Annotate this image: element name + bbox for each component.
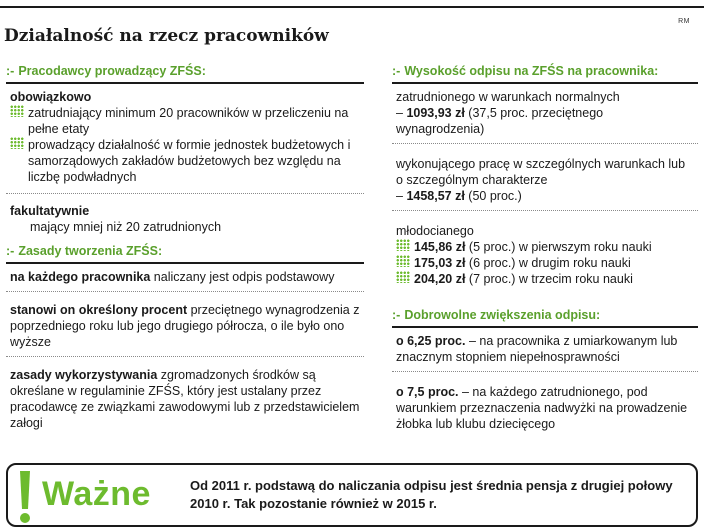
rule-item: zasady wykorzystywania zgromadzonych środków są określane w regulaminie ZFŚS, który jest ustalany przez pracodawcę ze związkami zawodowymi lub z przedstawicielem załogi [10,368,360,430]
employers-section [6,62,364,241]
list-item: 175,03 zł (6 proc.) w drugim roku nauki [396,255,694,271]
dotted-square-bullet-icon [396,271,410,283]
rule-item: stanowi on określony procent przeciętnego wynagrodzenia z poprzedniego roku lub jego drugiego półrocza, o ile było ono wyższe [6,292,364,357]
list-item: zatrudniający minimum 20 pracowników w przeliczeniu na pełne etaty [10,105,360,137]
mandatory-block [6,84,364,194]
voluntary-item: o 7,5 proc. – na każdego zatrudnionego, pod warunkiem przeznaczenia nadwyżki na prowadzenie żłobka lub klubu dziecięcego [396,385,688,431]
list-item: 204,20 zł (7 proc.) w trzecim roku nauki [396,271,694,287]
amount-section-title: :- Wysokość odpisu na ZFŚS na pracownika: [392,62,698,84]
notice-label: Ważne [42,475,151,513]
rule-item: na każdego pracownika naliczany jest odpis podstawowy [6,264,364,292]
rules-section [6,242,364,437]
dotted-square-bullet-icon [396,239,410,251]
dotted-square-bullet-icon [10,137,24,149]
dotted-square-bullet-icon [10,105,24,117]
notice-text: Od 2011 r. podstawą do naliczania odpisu jest średnia pensja z drugiej połowy 2010 r. Tak pozostanie również w 2015 r. [190,478,673,511]
dotted-square-bullet-icon [396,255,410,267]
voluntary-section-title: :- Dobrowolne zwiększenia odpisu: [392,306,698,328]
section-bullet-icon: :- [6,244,15,258]
exclamation-icon [18,469,32,525]
optional-text: mający mniej niż 20 zatrudnionych [30,220,222,234]
section-bullet-icon: :- [6,64,15,78]
section-bullet-icon: :- [392,64,401,78]
top-rule [0,6,704,8]
amount-section [392,62,698,293]
voluntary-section [392,306,698,438]
list-item: 145,86 zł (5 proc.) w pierwszym roku nauki [396,239,694,255]
voluntary-item: o 6,25 proc. – na pracownika z umiarkowanym lub znacznym stopniem niepełnosprawności [392,328,698,372]
optional-block [6,194,364,241]
employers-section-title: :- Pracodawcy prowadzący ZFŚS: [6,62,364,84]
rules-section-title: :- Zasady tworzenia ZFŚS: [6,242,364,264]
page-title: Działalność na rzecz pracowników [4,26,329,46]
amount-special: wykonującego pracę w szczególnych warunkach lub o szczególnym charakterze – 1458,57 zł (50 proc.) [392,144,698,211]
important-notice [6,463,698,527]
section-bullet-icon: :- [392,308,401,322]
list-item: prowadzący działalność w formie jednostek budżetowych i samorządowych zakładów budżetowych bez względu na liczbę podwładnych [10,137,360,185]
amount-normal: zatrudnionego w warunkach normalnych – 1093,93 zł (37,5 proc. przeciętnego wynagrodzenia) [392,84,698,144]
credit-label: RM [678,18,690,25]
amount-juvenile: młodocianego 145,86 zł (5 proc.) w pierwszym roku nauki 175,03 zł (6 proc.) w drugim roku nauki 204,20 zł (7 proc.) w trzecim roku nauki [392,211,698,293]
optional-label: fakultatywnie [10,204,90,218]
mandatory-label: obowiązkowo [10,90,92,104]
